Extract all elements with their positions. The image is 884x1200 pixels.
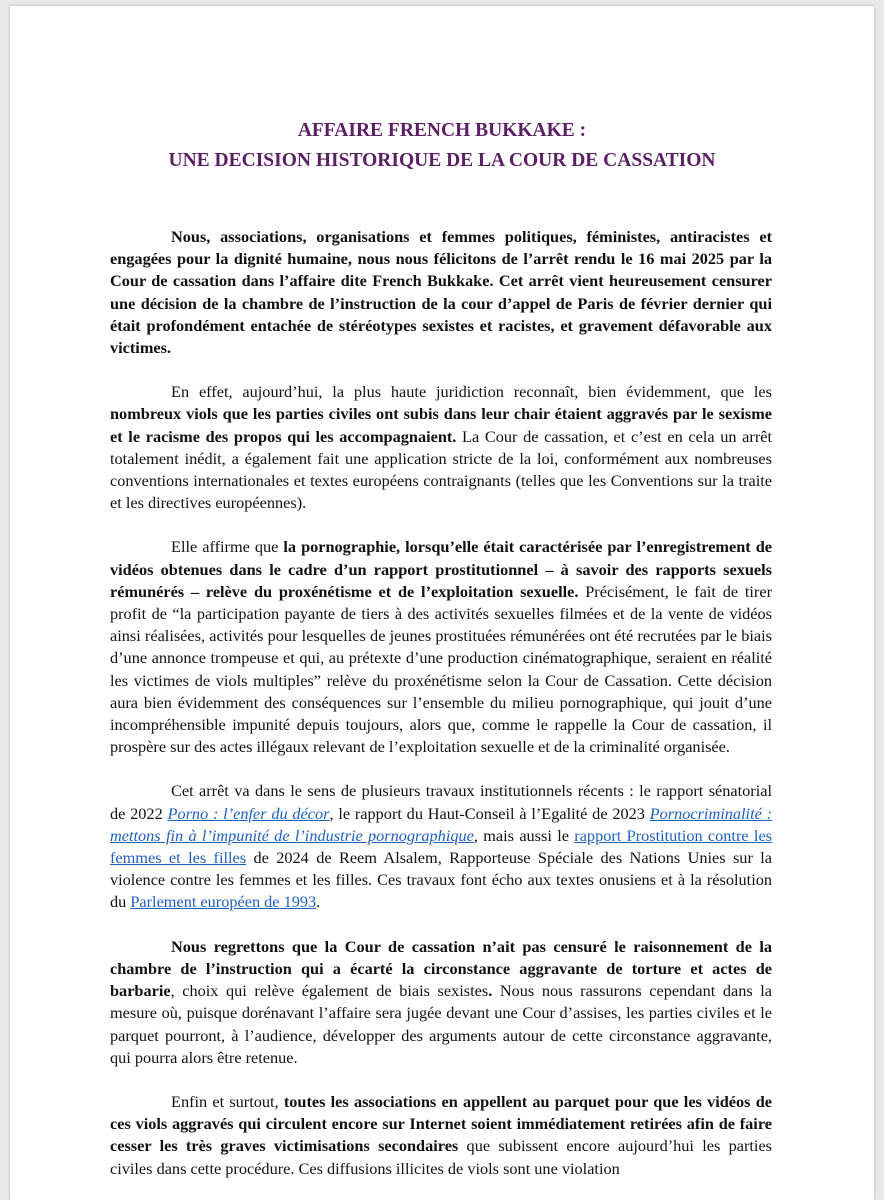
p5-text-2: Nous nous rassurons cependant dans la mesure où, puisque dorénavant l’affaire sera jugée devant une Cour d’assises, les parties civiles et le parquet pourront, à l’audience, développer des arguments autour de cette circonstance aggravante, qui pourra alors être retenue. xyxy=(110,981,773,1067)
title-line-2: UNE DECISION HISTORIQUE DE LA COUR DE CASSATION xyxy=(168,150,716,171)
document-page xyxy=(10,6,874,1200)
p2-text-2: La Cour de cassation, et c’est en cela un arrêt totalement inédit, a également fait une application stricte de la loi, conformément aux nombreuses conventions internationales et textes européens contraignants (telles que les Conventions sur la traite et les directives européennes). xyxy=(110,426,772,513)
p3-text-2: Précisément, le fait de tirer profit de “la participation payante de tiers à des activités sexuelles filmées et de la vente de vidéos ainsi réalisées, activités pour lesquelles de jeunes prostituées rémunérées ont été recrutées par le biais d’une annonce trompeuse et qui, au prétexte d’une production cinématographique, seraient en réalité les victimes de viols multiples” relève du proxénétisme selon la Cour de Cassation. Cette décision aura bien évidemment des conséquences sur l’ensemble du milieu pornographique, qui jouit d’une incompréhensible impunité depuis toujours, alors que, comme le rappelle la Cour de cassation, il prospère sur des actes illégaux relevant de l’exploitation sexuelle et de la criminalité organisée. xyxy=(110,581,773,757)
p3-text-1: Elle affirme que xyxy=(171,537,284,557)
p4-text-3: , mais aussi le xyxy=(473,825,575,845)
p5-bold-2: . xyxy=(488,981,493,1001)
p1-bold: Nous, associations, organisations et femmes politiques, féministes, antiracistes et engagées pour la dignité humaine, nous nous félicitons de l’arrêt rendu le 16 mai 2025 par la Cour de cassation dans l’affaire dite French Bukkake. Cet arrêt vient heureusement censurer une décision de la chambre de l’instruction de la cour d’appel de Paris de février dernier qui était profondément entachée de stéréotypes sexistes et racistes, et gravement défavorable aux victimes. xyxy=(110,227,772,358)
paragraph-5 xyxy=(110,936,772,1069)
title-line-1: AFFAIRE FRENCH BUKKAKE : xyxy=(297,120,587,141)
p6-text-1: Enfin et surtout, xyxy=(171,1091,284,1111)
document-body xyxy=(110,226,772,1180)
p4-text-1: Cet arrêt va dans le sens de plusieurs travaux institutionnels récents : le rapport sénatorial de 2022 xyxy=(110,781,772,823)
link-pornocriminalite-label: Pornocriminalité : mettons fin à l’impunité de l’industrie pornographique xyxy=(110,803,773,845)
p5-text-1: , choix qui relève également de biais sexistes xyxy=(170,981,489,1001)
paragraph-4 xyxy=(110,780,772,913)
p2-bold-1: nombreux viols que les parties civiles ont subis dans leur chair étaient aggravés par le sexisme et le racisme des propos qui les accompagnaient. xyxy=(110,404,772,446)
paragraph-6 xyxy=(110,1091,772,1180)
p4-text-5: . xyxy=(316,892,321,912)
p5-bold-1: Nous regrettons que la Cour de cassation n’ait pas censuré le raisonnement de la chambre de l’instruction qui a écarté la circonstance aggravante de torture et actes de barbarie xyxy=(110,936,772,1001)
paragraph-3 xyxy=(110,536,772,758)
link-porno-enfer-du-decor-label: Porno : l’enfer du décor xyxy=(167,803,330,823)
p4-text-2: , le rapport du Haut-Conseil à l’Egalité de 2023 xyxy=(329,803,650,823)
p4-text-4: de 2024 de Reem Alsalem, Rapporteuse Spéciale des Nations Unies sur la violence contre les femmes et les filles. Ces travaux font écho aux textes onusiens et à la résolution du xyxy=(110,848,773,912)
p2-text-1: En effet, aujourd’hui, la plus haute juridiction reconnaît, bien évidemment, que les xyxy=(171,382,772,402)
document-title xyxy=(10,116,874,176)
paragraph-1 xyxy=(110,226,772,359)
link-rapport-prostitution[interactable]: rapport Prostitution contre les femmes et les filles xyxy=(110,825,773,868)
link-porno-enfer-du-decor[interactable] xyxy=(168,804,330,823)
p6-bold-1: toutes les associations en appellent au parquet pour que les vidéos de ces viols aggravés qui circulent encore sur Internet soient immédiatement retirées afin de faire cesser les très graves victimisations secondaires xyxy=(110,1091,772,1156)
p3-bold-1: la pornographie, lorsqu’elle était caractérisée par l’enregistrement de vidéos obtenues dans le cadre d’un rapport prostitutionnel – à savoir des rapports sexuels rémunérés – relève du proxénétisme et de l’exploitation sexuelle. xyxy=(110,537,772,601)
p6-text-2: que subissent encore aujourd’hui les parties civiles dans cette procédure. Ces diffusions illicites de viols sont une violation xyxy=(110,1136,773,1178)
paragraph-2 xyxy=(110,381,772,514)
link-parlement-europeen-1993[interactable]: Parlement européen de 1993 xyxy=(130,892,317,912)
